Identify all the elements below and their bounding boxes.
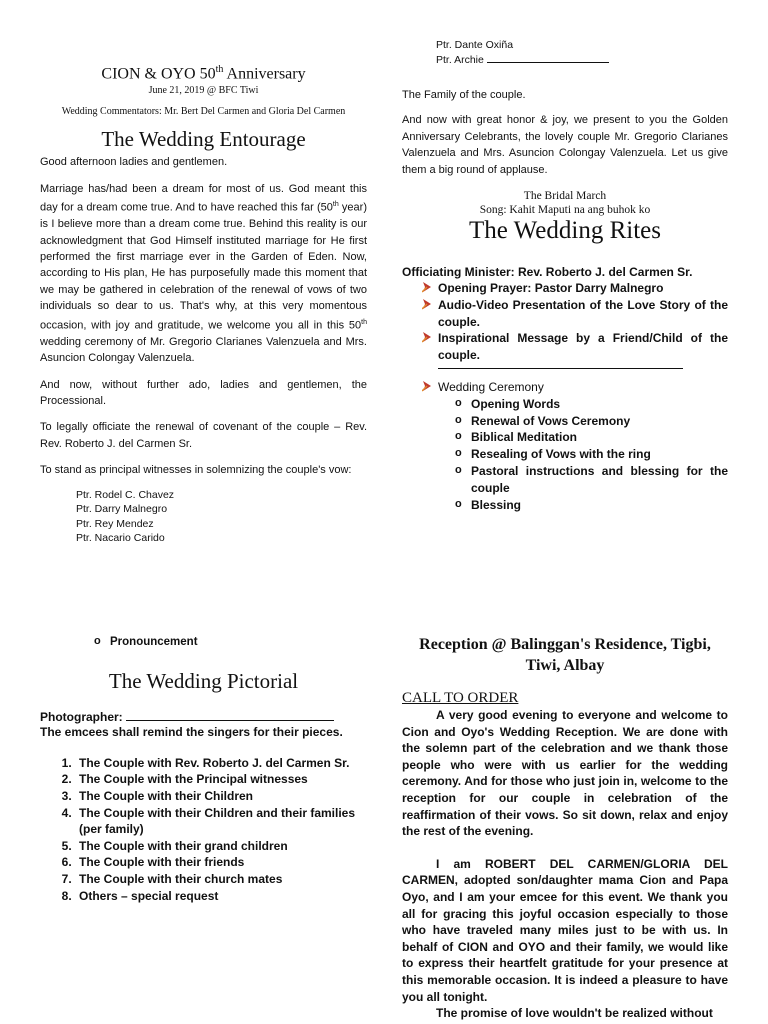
list-item: 4. The Couple with their Children and their families (per family) <box>75 805 367 838</box>
rites-blank-line <box>438 368 683 369</box>
rites-list <box>402 280 728 364</box>
witness-list <box>40 488 367 546</box>
pictorial-heading: The Wedding Pictorial <box>108 668 299 693</box>
list-item: 8. Others – special request <box>75 888 367 905</box>
more-witnesses-list <box>402 38 728 67</box>
right-top-column <box>402 38 728 513</box>
list-item: 6. The Couple with their friends <box>75 854 367 871</box>
pictorial-list <box>40 755 367 904</box>
list-item: 7. The Couple with their church mates <box>75 871 367 888</box>
rites-heading: The Wedding Rites <box>469 217 661 245</box>
arrow-bullet-icon <box>422 380 432 392</box>
marriage-paragraph: Marriage has/had been a dream for most of us. God meant this day for a dream come true. And to have reached this far (50th year) is I believe more than a dream come true. Behind this reality is our acknowledgment that God Himself instituted marriage for He first performed the first marriage ever in the Garden of Eden. Now, according to His plan, He has purposefully made this moment that we may be gathered in celebration of the renewal of vows of two individuals so dear to us. That's why, at this very momentous occasion, with joy and gratitude, we welcome you all in this 50th wedding ceremony of Mr. Gregorio Clarianes Valenzuela and Mrs. Asuncion Colongay Valenzuela. <box>40 182 367 365</box>
right-bottom-column <box>402 634 728 1022</box>
list-item: o Resealing of Vows with the ring <box>455 446 728 463</box>
officiating-minister: Officiating Minister: Rev. Roberto J. del Carmen Sr. <box>402 265 693 280</box>
list-item: Ptr. Rey Mendez <box>76 517 154 530</box>
family-text: The Family of the couple. <box>402 89 526 101</box>
date-line: June 21, 2019 @ BFC Tiwi <box>148 85 259 97</box>
arrow-bullet-icon <box>422 298 432 310</box>
call-to-order-heading: CALL TO ORDER <box>402 690 519 706</box>
ceremony-list <box>402 379 728 396</box>
entourage-heading: The Wedding Entourage <box>101 127 306 152</box>
left-bottom-column <box>40 634 367 904</box>
present-paragraph: And now with great honor & joy, we present to you the Golden Anniversary Celebrants, the lovely couple Mr. Gregorio Clarianes Valenzuela and Mrs. Asuncion Colongay Valenzuela. Let us give them a big round of applause. <box>402 114 728 176</box>
list-item: Ptr. Archie <box>436 53 728 68</box>
officiate-text: To legally officiate the renewal of covenant of the couple – Rev. Rev. Roberto J. del Carmen Sr. <box>40 421 367 450</box>
list-item: o Biblical Meditation <box>455 429 728 446</box>
list-item: Ptr. Darry Malnegro <box>76 503 168 516</box>
list-item: o Opening Words <box>455 396 728 413</box>
list-item: o Renewal of Vows Ceremony <box>455 413 728 430</box>
photographer-line: Photographer: <box>40 710 367 724</box>
reception-heading: Reception @ Balinggan's Residence, Tigbi, Tiwi, Albay <box>419 636 711 674</box>
processional-text: And now, without further ado, ladies and gentlemen, the Processional. <box>40 378 367 407</box>
promise-paragraph: The promise of love wouldn't be realized without <box>436 1006 713 1021</box>
arrow-bullet-icon <box>422 281 432 293</box>
list-item: o Pastoral instructions and blessing for the couple <box>455 463 728 497</box>
left-top-column <box>40 64 367 546</box>
list-item: Ptr. Rodel C. Chavez <box>76 488 175 501</box>
greeting-text: Good afternoon ladies and gentlemen. <box>40 156 228 169</box>
list-item: Audio-Video Presentation of the Love Story of the couple. <box>422 297 728 331</box>
list-item: Ptr. Nacario Carido <box>76 532 165 545</box>
list-item: Opening Prayer: Pastor Darry Malnegro <box>422 280 728 297</box>
list-item: 2. The Couple with the Principal witnesses <box>75 771 367 788</box>
list-item: Wedding Ceremony <box>422 379 728 396</box>
bridal-march-label: The Bridal March <box>523 190 607 203</box>
list-item: Ptr. Dante Oxiña <box>436 39 514 51</box>
song-label: Song: Kahit Maputi na ang buhok ko <box>479 204 651 217</box>
anniversary-title: CION & OYO 50th Anniversary <box>101 64 306 83</box>
emcees-note: The emcees shall remind the singers for their pieces. <box>40 724 343 739</box>
commentators-line: Wedding Commentators: Mr. Bert Del Carmen and Gloria Del Carmen <box>61 106 346 118</box>
welcome-paragraph: A very good evening to everyone and welcome to Cion and Oyo's Wedding Reception. We are done with the solemn part of the celebration and we thank those people who were with us earlier for the wedding ceremony. And for those who just join in, welcome to the reception for our couple in celebration of the reaffirmation of their vows. So sit down, relax and enjoy the rest of the evening. <box>402 708 728 839</box>
list-item: o Pronouncement <box>94 634 367 651</box>
list-item: Inspirational Message by a Friend/Child of the couple. <box>422 330 728 364</box>
ceremony-sub-list <box>402 396 728 514</box>
list-item: 1. The Couple with Rev. Roberto J. del Carmen Sr. <box>75 755 367 772</box>
list-item: 5. The Couple with their grand children <box>75 838 367 855</box>
list-item: o Blessing <box>455 497 728 514</box>
list-item: 3. The Couple with their Children <box>75 788 367 805</box>
witness-intro: To stand as principal witnesses in solemnizing the couple's vow: <box>40 464 352 477</box>
emcee-paragraph: I am ROBERT DEL CARMEN/GLORIA DEL CARMEN, adopted son/daughter mama Cion and Papa Oyo, and I am your emcee for this event. We thank you all for gracing this joyful occasion especially to those who have traveled many miles just to be with us. In behalf of CION and OYO and their family, we would like to express their heartfelt gratitude for your presence at this memorable occasion. It is indeed a pleasure to have you all tonight. <box>402 856 728 1004</box>
arrow-bullet-icon <box>422 331 432 343</box>
pronouncement-list <box>40 634 367 651</box>
